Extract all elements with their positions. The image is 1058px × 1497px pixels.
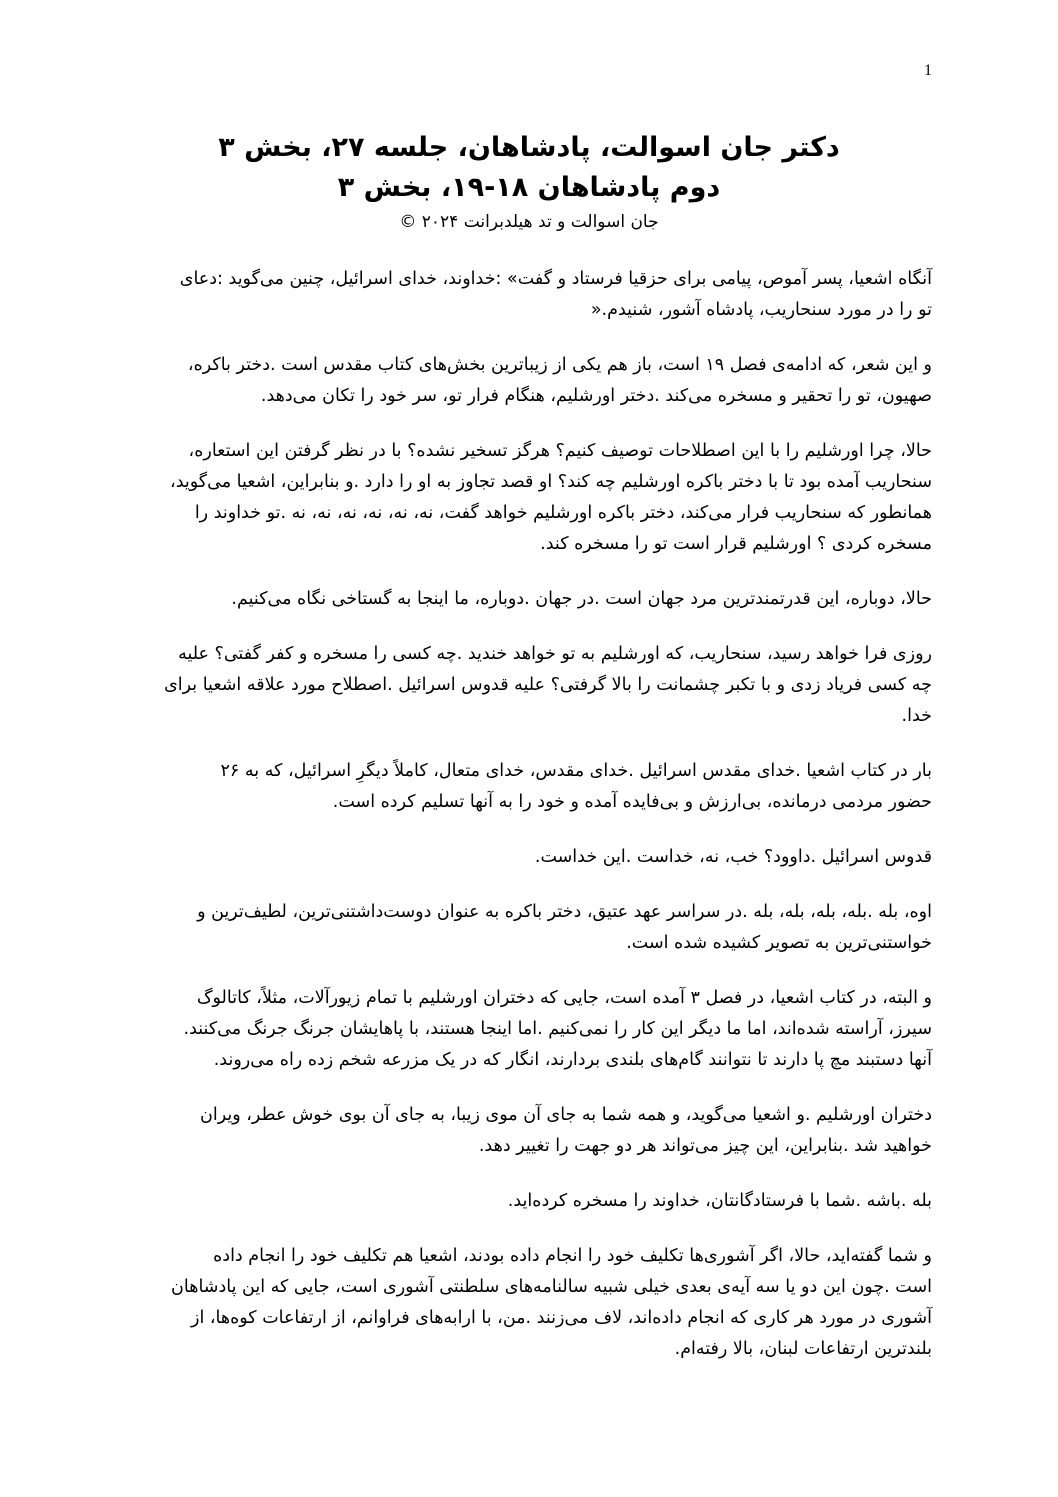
paragraph-line: .خواستنی‌ترین به تصویر کشیده شده است [626, 933, 932, 953]
paragraph-line: ».تو را در مورد سنحاریب، پادشاه آشور، شنیدم [590, 300, 932, 320]
paragraph [126, 897, 932, 959]
paragraph-line: .مسخره کردی ؟ اورشلیم قرار است تو را مسخره کند [540, 534, 932, 554]
paragraph-line: .خواهید شد .بنابراین، این چیز می‌تواند هر دو جهت را تغییر دهد [478, 1136, 932, 1156]
paragraph-line: .آنها دستبند مچ پا دارند تا نتوانند گام‌های بلندی بردارند، انگار که در یک مزرعه شخم زده راه می‌روند [213, 1050, 932, 1070]
paragraph [126, 1241, 932, 1365]
paragraph-line: آنگاه اشعیا، پسر آموص، پیامی برای حزقیا فرستاد و گفت» :خداوند، خدای اسرائیل، چنین می‌گوید :دعای [179, 269, 932, 289]
document-title-line-2: دوم پادشاهان ۱۸-۱۹، بخش ۳ [337, 172, 721, 203]
paragraph-line: .خدا [901, 706, 932, 726]
document-header [100, 128, 958, 236]
paragraph-line: .بله .باشه .شما با فرستادگانتان، خداوند را مسخره کرده‌اید [507, 1191, 932, 1211]
paragraph-line: .حضور مردمی درمانده، بی‌ارزش و بی‌فایده آمده و خود را به آنها تسلیم کرده است [332, 792, 932, 812]
paragraph-line: ،و این شعر، که ادامه‌ی فصل ۱۹ است، باز هم یکی از زیباترین بخش‌های کتاب مقدس است .دختر باکره [187, 355, 932, 375]
paragraph [126, 842, 932, 873]
paragraph-line: و البته، در کتاب اشعیا، در فصل ۳ آمده است، جایی که دختران اورشلیم با تمام زیورآلات، مثلاً، کاتالوگ [196, 988, 932, 1008]
paragraph [126, 1100, 932, 1162]
document-title-line-1: دکتر جان اسوالت، پادشاهان، جلسه ۲۷، بخش ۳ [218, 132, 840, 163]
paragraph [126, 264, 932, 326]
paragraph-line: اوه، بله .بله، بله، بله، بله .در سراسر عهد عتیق، دختر باکره به عنوان دوست‌داشتنی‌ترین، لطیف‌ترین و [197, 902, 932, 922]
paragraph-line: است .چون این دو یا سه آیه‌ی بعدی خیلی شبیه سالنامه‌های سلطنتی آشوری است، جایی که این پادشاهان [171, 1277, 932, 1297]
paragraph [126, 756, 932, 818]
paragraph-line: ،سنحاریب آمده بود تا با دختر باکره اورشلیم چه کند؟ او قصد تجاوز به او را دارد .و بنابراین، اشعیا می‌گوید [170, 472, 932, 492]
paragraph-line: بار در کتاب اشعیا .خدای مقدس اسرائیل .خدای مقدس، خدای متعال، کاملاً دیگرِ اسرائیل، که به ۲۶ [220, 761, 932, 781]
document-body [126, 264, 932, 1389]
paragraph [126, 350, 932, 412]
paragraph-line: و شما گفته‌اید، حالا، اگر آشوری‌ها تکلیف خود را انجام داده بودند، اشعیا هم تکلیف خود را انجام داده [213, 1246, 932, 1266]
paragraph-line: .صهیون، تو را تحقیر و مسخره می‌کند .دختر اورشلیم، هنگام فرار تو، سر خود را تکان می‌دهد [260, 386, 932, 406]
paragraph-line: چه کسی فریاد زدی و با تکبر چشمانت را بالا گرفتی؟ علیه قدوس اسرائیل .اصطلاح مورد علاقه اشعیا برای [164, 675, 932, 695]
copyright-notice: جان اسوالت و تد هیلدبرانت ۲۰۲۴ © [399, 212, 659, 232]
paragraph-line: .سیرز، آراسته شده‌اند، اما ما دیگر این کار را نمی‌کنیم .اما اینجا هستند، با پاهایشان جرنگ جرنگ می‌کنند [183, 1019, 932, 1039]
paragraph-line: .بلندترین ارتفاعات لبنان، بالا رفته‌ام [674, 1339, 932, 1359]
paragraph [126, 436, 932, 560]
paragraph [126, 584, 932, 615]
paragraph-line: ،حالا، چرا اورشلیم را با این اصطلاحات توصیف کنیم؟ هرگز تسخیر نشده؟ با در نظر گرفتن این استعاره [188, 441, 932, 461]
paragraph-line: همانطور که سنحاریب فرار می‌کند، دختر باکره اورشلیم خواهد گفت، نه، نه، نه، نه، نه، نه .تو خداوند را [194, 503, 932, 523]
paragraph-line: .قدوس اسرائیل .داوود؟ خب، نه، خداست .این خداست [534, 847, 932, 867]
paragraph-line: روزی فرا خواهد رسید، سنحاریب، که اورشلیم به تو خواهد خندید .چه کسی را مسخره و کفر گفتی؟ علیه [178, 644, 932, 664]
page-number: 1 [924, 62, 932, 79]
paragraph-line: .حالا، دوباره، این قدرتمندترین مرد جهان است .در جهان .دوباره، ما اینجا به گستاخی نگاه می‌کنیم [231, 589, 932, 609]
paragraph-line: آشوری در مورد هر کاری که انجام داده‌اند، لاف می‌زنند .من، با ارابه‌های فراوانم، از ارتفاعات کوه‌ها، از [191, 1308, 932, 1328]
paragraph [126, 639, 932, 732]
paragraph [126, 983, 932, 1076]
paragraph [126, 1186, 932, 1217]
paragraph-line: دختران اورشلیم .و اشعیا می‌گوید، و همه شما به جای آن موی زیبا، به جای آن بوی خوش عطر، ویران [200, 1105, 932, 1125]
